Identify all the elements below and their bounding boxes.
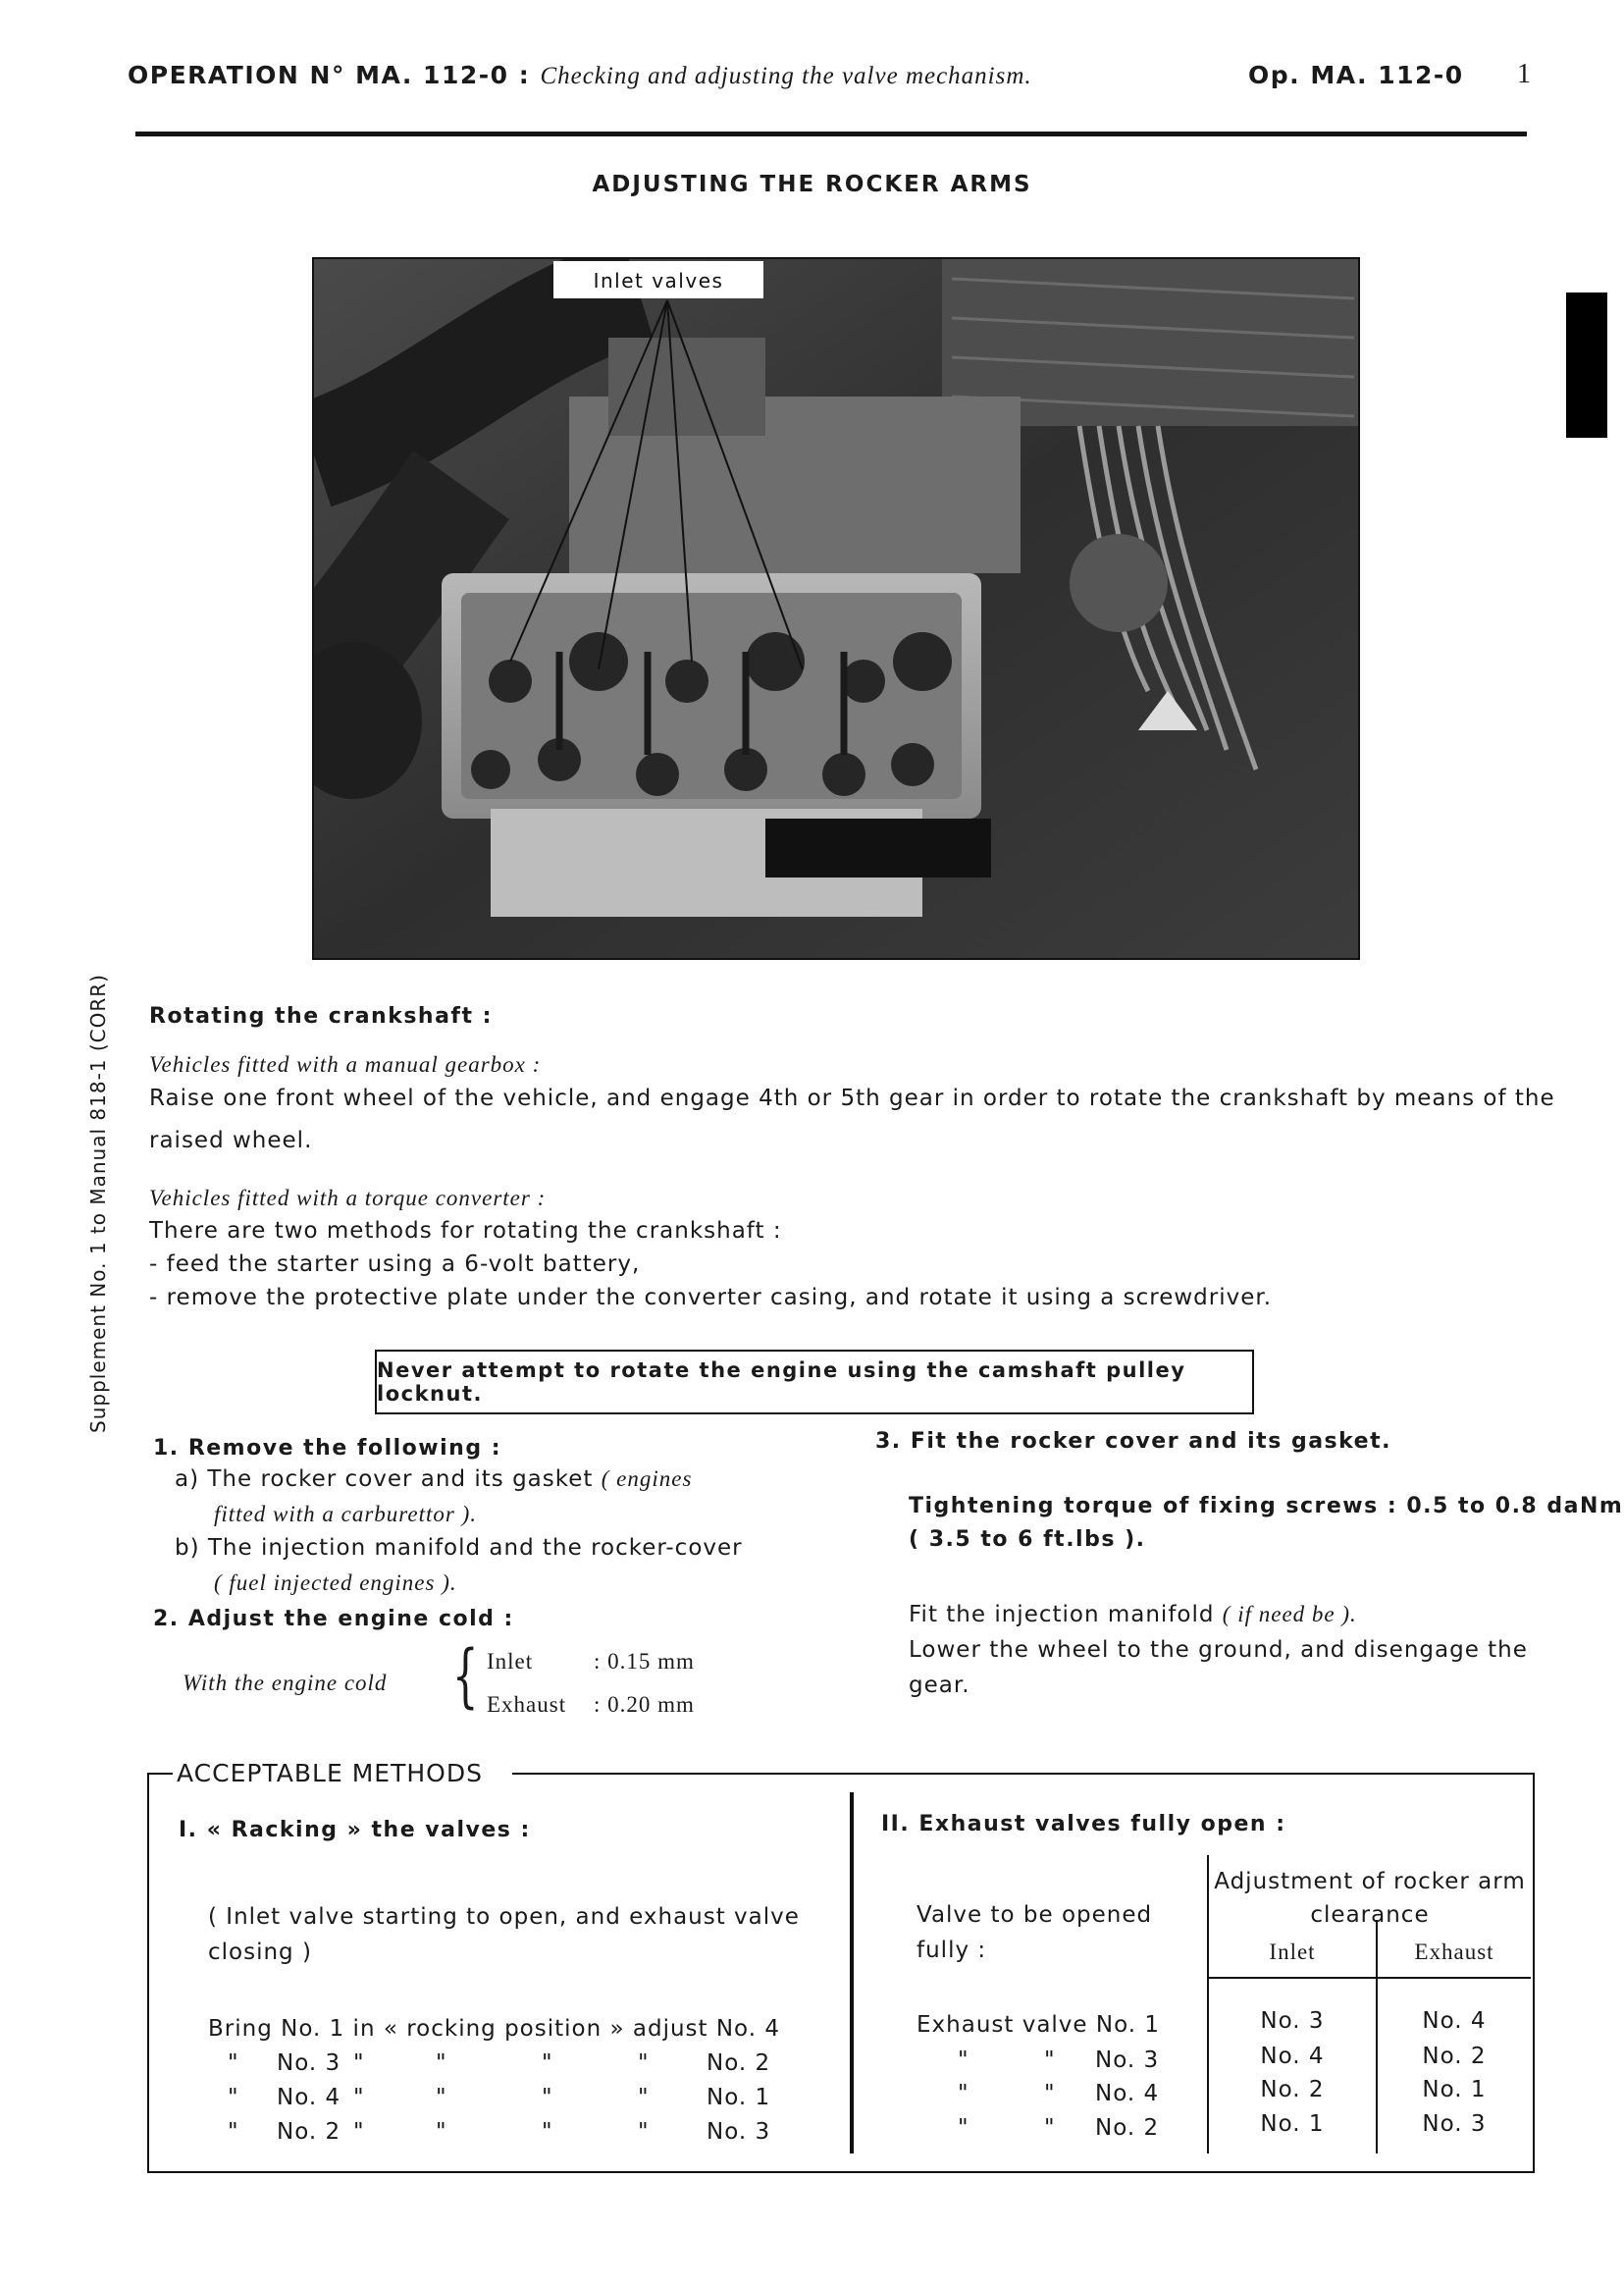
operation-number: OPERATION N° MA. 112-0 : — [128, 61, 531, 89]
ditto-mark: " — [228, 2119, 239, 2145]
step1-a-line — [175, 1462, 692, 1496]
step1-heading: 1. Remove the following : — [153, 1436, 502, 1461]
fit-manifold-line — [909, 1598, 1357, 1631]
ditto-mark: " — [1044, 2115, 1056, 2141]
ditto-mark: " — [1044, 2081, 1056, 2106]
col-valve-line1: Valve to be opened — [917, 1902, 1153, 1928]
lower-wheel-line1: Lower the wheel to the ground, and disengage the — [909, 1637, 1528, 1663]
operation-title — [128, 61, 1032, 90]
step1-b-line: b) The injection manifold and the rocker-cover — [175, 1535, 743, 1561]
racking-adjust-2: No. 2 — [707, 2050, 771, 2076]
col-inlet-header: Inlet — [1269, 1940, 1316, 1964]
engine-photo — [312, 257, 1360, 960]
inlet-cell-2: No. 4 — [1260, 2044, 1325, 2069]
warning-box — [375, 1350, 1254, 1414]
ditto-mark: " — [353, 2085, 365, 2110]
engine-cold-label: With the engine cold — [183, 1671, 388, 1695]
exhaust-open-heading: II. Exhaust valves fully open : — [881, 1812, 1286, 1836]
converter-line3: - remove the protective plate under the converter casing, and rotate it using a screwdriver. — [149, 1285, 1273, 1310]
col-adjust-line1: Adjustment of rocker arm — [1214, 1869, 1526, 1894]
ditto-mark: " — [228, 2050, 239, 2076]
warning-text: Never attempt to rotate the engine using the camshaft pulley locknut. — [377, 1358, 1186, 1406]
manual-gearbox-line2: raised wheel. — [149, 1128, 313, 1153]
valve-row-4: No. 2 — [1095, 2115, 1160, 2141]
fit-manifold-text: Fit the injection manifold — [909, 1602, 1215, 1627]
ditto-mark: " — [638, 2085, 650, 2110]
ditto-mark: " — [542, 2085, 553, 2110]
racking-note-line2: closing ) — [208, 1940, 312, 1965]
side-note: Supplement No. 1 to Manual 818-1 (CORR) — [86, 974, 110, 1433]
ditto-mark: " — [228, 2085, 239, 2110]
exhaust-clearance: : 0.20 mm — [594, 1692, 695, 1717]
exhaust-valve-row-label: Exhaust valve No. 1 — [917, 2012, 1161, 2038]
racking-note-line1: ( Inlet valve starting to open, and exhaust valve — [208, 1904, 800, 1930]
step1-b-italic: ( fuel injected engines ). — [214, 1570, 457, 1595]
engine-photo-drawing — [314, 259, 1358, 958]
exhaust-cell-1: No. 4 — [1422, 2008, 1487, 2034]
exhaust-label: Exhaust — [487, 1692, 567, 1717]
torque-line2: ( 3.5 to 6 ft.lbs ). — [909, 1527, 1146, 1552]
inlet-cell-3: No. 2 — [1260, 2077, 1325, 2102]
table-hline — [1207, 1977, 1531, 1979]
torque-line1: Tightening torque of fixing screws : 0.5 to 0.8 daNm — [909, 1494, 1624, 1518]
operation-ref: Op. MA. 112-0 — [1248, 61, 1464, 89]
ditto-mark: " — [958, 2047, 969, 2073]
racking-adjust-3: No. 1 — [707, 2085, 771, 2110]
side-tab-marker — [1566, 292, 1607, 438]
ditto-mark: " — [638, 2119, 650, 2145]
table-vline-left — [1207, 1855, 1209, 2153]
inlet-cell-4: No. 1 — [1260, 2111, 1325, 2137]
racking-heading: I. « Racking » the valves : — [179, 1818, 531, 1842]
racking-row-1: Bring No. 1 in « rocking position » adjust No. 4 — [208, 2016, 780, 2042]
acceptable-methods-label: ACCEPTABLE METHODS — [177, 1759, 483, 1787]
fit-manifold-italic: ( if need be ). — [1222, 1602, 1357, 1626]
ditto-mark: " — [1044, 2047, 1056, 2073]
step1-a-italic2: fitted with a carburettor ). — [214, 1502, 477, 1526]
inlet-clearance: : 0.15 mm — [594, 1649, 695, 1674]
methods-top-border-right — [512, 1773, 1533, 1775]
racking-bring-2: No. 3 — [277, 2050, 341, 2076]
col-adjust-line2: clearance — [1310, 1902, 1430, 1928]
callout-inlet-valves: Inlet valves — [593, 269, 724, 292]
valve-row-3: No. 4 — [1095, 2081, 1160, 2106]
ditto-mark: " — [436, 2085, 447, 2110]
ditto-mark: " — [353, 2119, 365, 2145]
manual-gearbox-label: Vehicles fitted with a manual gearbox : — [149, 1052, 542, 1077]
valve-row-2: No. 3 — [1095, 2047, 1160, 2073]
ditto-mark: " — [542, 2119, 553, 2145]
rotating-heading: Rotating the crankshaft : — [149, 1004, 493, 1029]
ditto-mark: " — [958, 2115, 969, 2141]
exhaust-cell-3: No. 1 — [1422, 2077, 1487, 2102]
converter-line2: - feed the starter using a 6-volt battery, — [149, 1251, 641, 1277]
section-title: ADJUSTING THE ROCKER ARMS — [592, 172, 1032, 197]
converter-line1: There are two methods for rotating the crankshaft : — [149, 1218, 782, 1244]
lower-wheel-line2: gear. — [909, 1673, 970, 1698]
brace-symbol: { — [451, 1635, 479, 1716]
exhaust-cell-2: No. 2 — [1422, 2044, 1487, 2069]
col-valve-line2: fully : — [917, 1938, 987, 1963]
operation-subtitle: Checking and adjusting the valve mechanism. — [540, 63, 1032, 89]
page-number: 1 — [1517, 59, 1531, 89]
ditto-mark: " — [638, 2050, 650, 2076]
ditto-mark: " — [542, 2050, 553, 2076]
step1-a-text: a) The rocker cover and its gasket — [175, 1466, 594, 1492]
manual-gearbox-line1: Raise one front wheel of the vehicle, and engage 4th or 5th gear in order to rotate the crankshaft by means of the — [149, 1086, 1555, 1111]
step3-heading: 3. Fit the rocker cover and its gasket. — [875, 1429, 1391, 1454]
racking-bring-4: No. 2 — [277, 2119, 341, 2145]
header-rule — [135, 132, 1527, 136]
racking-rows — [208, 2047, 797, 2150]
methods-top-border-left — [147, 1773, 173, 1775]
step2-heading: 2. Adjust the engine cold : — [153, 1607, 514, 1631]
step1-a-italic: ( engines — [601, 1466, 693, 1491]
racking-adjust-4: No. 3 — [707, 2119, 771, 2145]
inlet-cell-1: No. 3 — [1260, 2008, 1325, 2034]
ditto-mark: " — [353, 2050, 365, 2076]
exhaust-cell-4: No. 3 — [1422, 2111, 1487, 2137]
methods-divider — [850, 1792, 854, 2153]
ditto-mark: " — [436, 2119, 447, 2145]
col-exhaust-header: Exhaust — [1414, 1940, 1494, 1964]
ditto-mark: " — [436, 2050, 447, 2076]
inlet-label: Inlet — [487, 1649, 534, 1674]
racking-bring-3: No. 4 — [277, 2085, 341, 2110]
ditto-mark: " — [958, 2081, 969, 2106]
converter-label: Vehicles fitted with a torque converter : — [149, 1186, 547, 1210]
